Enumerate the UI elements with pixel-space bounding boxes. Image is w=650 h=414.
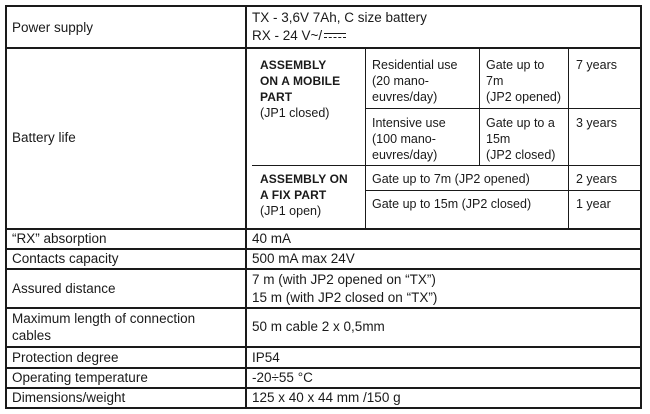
assured-distance-label: Assured distance [12,281,116,296]
table-border-top [5,5,642,7]
years-residential: 7 years [576,58,617,72]
row-divider [5,248,642,250]
power-supply-tx: TX - 3,6V 7Ah, C size battery [252,10,427,25]
battery-inner-divider [568,49,569,228]
battery-inner-divider [365,190,640,191]
row-divider [5,387,642,389]
intensive-use: Intensive use [372,116,446,130]
column-divider [245,5,247,409]
assembly-mobile-note: (JP1 closed) [260,106,330,120]
table-border-right [640,5,642,409]
operating-temperature-value: -20÷55 °C [252,370,313,385]
table-border-bottom [5,407,642,409]
protection-degree-value: IP54 [252,350,280,365]
gate-residential: Gate up to [486,58,545,72]
row-divider [5,367,642,369]
residential-use: Residential use [372,58,458,72]
battery-inner-divider [365,108,640,109]
dimensions-weight-label: Dimensions/weight [12,390,126,405]
max-length-label: cables [12,328,52,343]
gate-intensive: 15m [486,132,511,146]
assembly-fix-title: ASSEMBLY ON [260,172,348,186]
assembly-mobile-title: ON A MOBILE [260,74,341,88]
residential-use: euvres/day) [372,90,438,104]
rx-absorption-label: “RX” absorption [12,231,107,246]
gate-intensive: Gate up to a [486,116,555,130]
years-intensive: 3 years [576,116,617,130]
years-15m: 1 year [576,197,611,211]
ac-dc-symbol-icon [324,31,346,41]
gate-residential: 7m [486,74,504,88]
battery-inner-divider [365,49,366,228]
assured-distance-value: 7 m (with JP2 opened on “TX”) [252,272,436,287]
dimensions-weight-value: 125 x 40 x 44 mm /150 g [252,390,401,405]
gate-intensive: (JP2 closed) [486,148,556,162]
battery-inner-divider [479,49,480,165]
gate-7m: Gate up to 7m (JP2 opened) [372,172,530,186]
power-supply-label: Power supply [12,20,94,35]
rx-absorption-value: 40 mA [252,231,292,246]
contacts-capacity-value: 500 mA max 24V [252,251,355,266]
row-divider [5,307,642,309]
contacts-capacity-label: Contacts capacity [12,251,119,266]
battery-inner-divider [252,165,640,166]
power-supply-rx [252,28,346,44]
power-supply-rx-text: RX - 24 V~/ [252,28,323,43]
row-divider [5,228,642,230]
table-border-left [5,5,7,409]
assured-distance-value: 15 m (with JP2 closed on “TX”) [252,290,438,305]
assembly-fix-note: (JP1 open) [260,204,322,218]
operating-temperature-label: Operating temperature [12,370,148,385]
protection-degree-label: Protection degree [12,350,119,365]
years-7m: 2 years [576,172,617,186]
assembly-mobile-title: PART [260,90,293,104]
max-length-label: Maximum length of connection [12,311,196,326]
max-length-value: 50 m cable 2 x 0,5mm [252,319,385,334]
row-divider [5,346,642,348]
intensive-use: (100 mano- [372,132,436,146]
assembly-mobile-title: ASSEMBLY [260,58,327,72]
gate-15m: Gate up to 15m (JP2 closed) [372,197,532,211]
residential-use: (20 mano- [372,74,429,88]
assembly-fix-title: A FIX PART [260,188,327,202]
row-divider [5,268,642,270]
gate-residential: (JP2 opened) [486,90,562,104]
intensive-use: euvres/day) [372,148,438,162]
row-divider [5,47,642,49]
battery-life-label: Battery life [12,130,76,145]
